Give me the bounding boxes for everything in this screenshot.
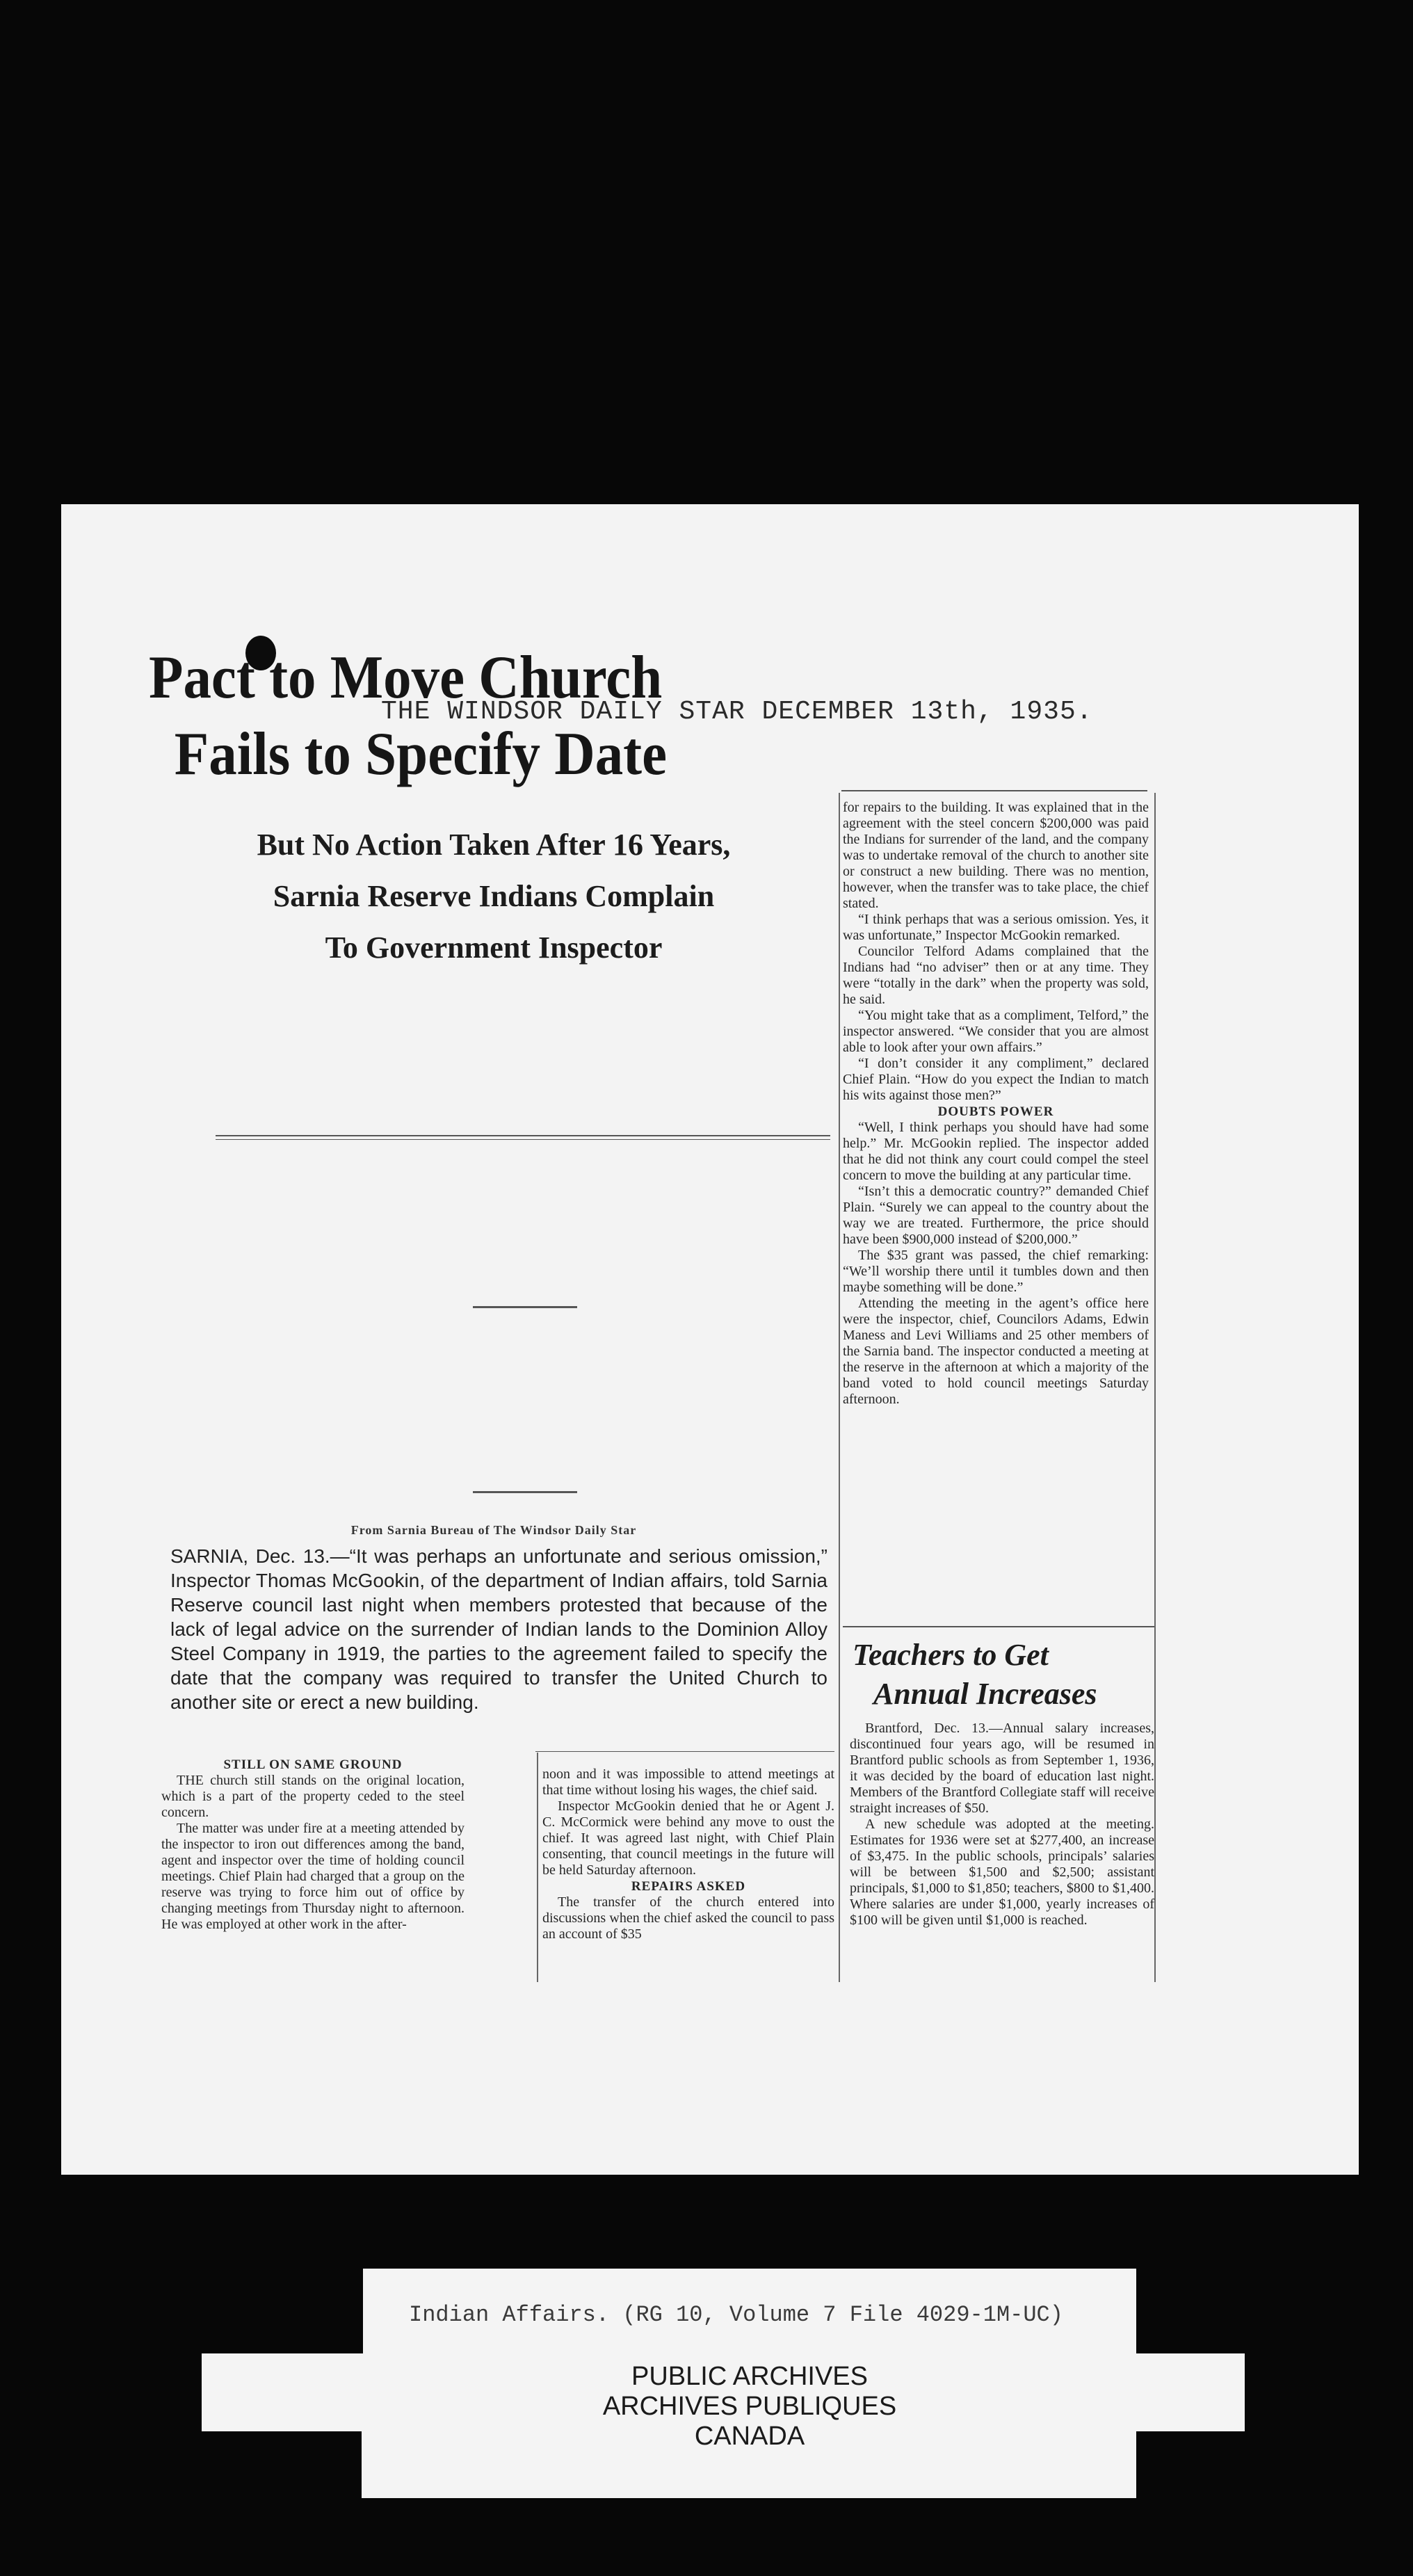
col3-paragraph-4: “You might take that as a compliment, Telford,” the inspector answered. “We consider that you are almost able to look after your own affairs.” bbox=[843, 1008, 1149, 1055]
teaser-body bbox=[850, 1721, 1154, 1929]
teaser-headline-line-1: Teachers to Get bbox=[853, 1638, 1049, 1672]
teaser-paragraph-2: A new schedule was adopted at the meeting. Estimates for 1936 were set at $277,400, an increase of $3,475. In the public schools, principals’ salaries will be between $1,500 and $2,500; assistant principals, $1,000 to $1,850; teachers, $800 to $1,400. Where salaries are under $1,000, yearly increases of $100 will be given until $1,000 is reached. bbox=[850, 1817, 1154, 1928]
deck-separator bbox=[473, 1491, 577, 1493]
deck-line-3: To Government Inspector bbox=[325, 931, 663, 965]
newspaper-dateline: THE WINDSOR DAILY STAR DECEMBER 13th, 1935. bbox=[381, 697, 1093, 727]
file-reference-label bbox=[363, 2269, 1136, 2355]
inner-column-divider bbox=[537, 1753, 538, 1982]
main-headline bbox=[149, 640, 782, 793]
subhead-repairs-asked: REPAIRS ASKED bbox=[631, 1879, 746, 1894]
top-rule bbox=[216, 1135, 830, 1136]
article-column-2 bbox=[542, 1766, 834, 1942]
col3-paragraph-7: “Isn’t this a democratic country?” demanded Chief Plain. “Surely we can appeal to the country about the way we are treated. Furthermore, the price should have been $900,000 instead of $200,000.” bbox=[843, 1184, 1149, 1247]
lead-paragraph: SARNIA, Dec. 13.—“It was perhaps an unfortunate and serious omission,” Inspector Thomas McGookin, of the department of Indian affairs, told Sarnia Reserve council last night when members protested that because of the lack of legal advice on the surrender of Indian lands to the Dominion Alloy Steel Company in 1919, the parties to the agreement failed to specify the date that the company was required to transfer the United Church to another site or erect a new building. bbox=[170, 1545, 827, 1713]
subheadline-deck bbox=[153, 819, 834, 974]
article-column-3 bbox=[843, 800, 1149, 1408]
teaser-headline-line-2: Annual Increases bbox=[873, 1677, 1097, 1711]
teaser-headline bbox=[853, 1636, 1179, 1714]
column-top-rule bbox=[841, 790, 1147, 791]
archives-line-2: ARCHIVES PUBLIQUES bbox=[602, 2392, 897, 2421]
col1-paragraph-2: The matter was under fire at a meeting attended by the inspector to iron out differences among the band, agent and inspector over the time of holding council meetings. Chief Plain had charged that a group on the reserve was trying to force him out of office by changing meetings from Thursday night to afternoon. He was employed at other work in the after- bbox=[161, 1821, 465, 1932]
column-divider-right bbox=[1154, 793, 1156, 1982]
teaser-paragraph-1: Brantford, Dec. 13.—Annual salary increases, discontinued four years ago, will be resumed in Brantford public schools as from September 1, 1936, it was decided by the board of education last night. Members of the Brantford Collegiate staff will receive straight increases of $50. bbox=[850, 1721, 1154, 1816]
headline-line-1: Pact to Move Church bbox=[149, 644, 663, 711]
deck-line-2: Sarnia Reserve Indians Complain bbox=[273, 879, 715, 913]
archives-line-1: PUBLIC ARCHIVES bbox=[631, 2362, 868, 2391]
col3-paragraph-1: for repairs to the building. It was explained that in the agreement with the steel concern $200,000 was paid the Indians for surrender of the land, and the company was to undertake removal of the church to another site or construct a new building. There was no mention, however, when the transfer was to take place, the chief stated. bbox=[843, 800, 1149, 911]
lead-bottom-rule bbox=[535, 1751, 834, 1752]
col3-paragraph-5: “I don’t consider it any compliment,” declared Chief Plain. “How do you expect the Indian to match his wits against those men?” bbox=[843, 1056, 1149, 1103]
public-archives-stamp bbox=[363, 2362, 1136, 2452]
subhead-still-on-same-ground: STILL ON SAME GROUND bbox=[223, 1757, 403, 1772]
col3-paragraph-2: “I think perhaps that was a serious omission. Yes, it was unfortunate,” Inspector McGookin remarked. bbox=[843, 912, 1149, 943]
col2-paragraph-3: The transfer of the church entered into discussions when the chief asked the council to pass an account of $35 bbox=[542, 1894, 834, 1942]
top-rule-thin bbox=[216, 1139, 830, 1140]
headline-separator bbox=[473, 1306, 577, 1308]
article-column-1 bbox=[161, 1757, 465, 1933]
col2-paragraph-1: noon and it was impossible to attend meetings at that time without losing his wages, the chief said. bbox=[542, 1766, 834, 1798]
col3-paragraph-3: Councilor Telford Adams complained that the Indians had “no adviser” then or at any time. They were “totally in the dark” when the property was sold, he said. bbox=[843, 944, 1149, 1007]
col3-paragraph-9: Attending the meeting in the agent’s office here were the inspector, chief, Councilors Adams, Edwin Maness and Levi Williams and 25 other members of the Sarnia band. The inspector conducted a meeting at the reserve in the afternoon at which a majority of the band voted to hold council meetings Saturday afternoon. bbox=[843, 1296, 1149, 1407]
archives-line-3: CANADA bbox=[694, 2422, 805, 2451]
col1-paragraph-1: THE church still stands on the original location, which is a part of the property ceded to the steel concern. bbox=[161, 1773, 465, 1820]
column-divider bbox=[839, 793, 840, 1982]
file-reference-text: Indian Affairs. (RG 10, Volume 7 File 4029-1M-UC) bbox=[409, 2302, 1063, 2328]
col3-paragraph-6: “Well, I think perhaps you should have had some help.” Mr. McGookin replied. The inspector added that he did not think any court could compel the steel concern to move the building at any particular time. bbox=[843, 1120, 1149, 1183]
col2-paragraph-2: Inspector McGookin denied that he or Agent J. C. McCormick were behind any move to oust the chief. It was agreed last night, with Chief Plain consenting, that council meetings in the future will be held Saturday afternoon. bbox=[542, 1798, 834, 1878]
subhead-doubts-power: DOUBTS POWER bbox=[937, 1104, 1054, 1119]
headline-line-2: Fails to Specify Date bbox=[174, 721, 668, 788]
col3-paragraph-8: The $35 grant was passed, the chief remarking: “We’ll worship there until it tumbles down and then maybe something will be done.” bbox=[843, 1248, 1149, 1295]
teaser-top-rule bbox=[843, 1626, 1154, 1627]
deck-line-1: But No Action Taken After 16 Years, bbox=[257, 828, 731, 862]
bureau-credit: From Sarnia Bureau of The Windsor Daily Star bbox=[350, 1523, 637, 1537]
